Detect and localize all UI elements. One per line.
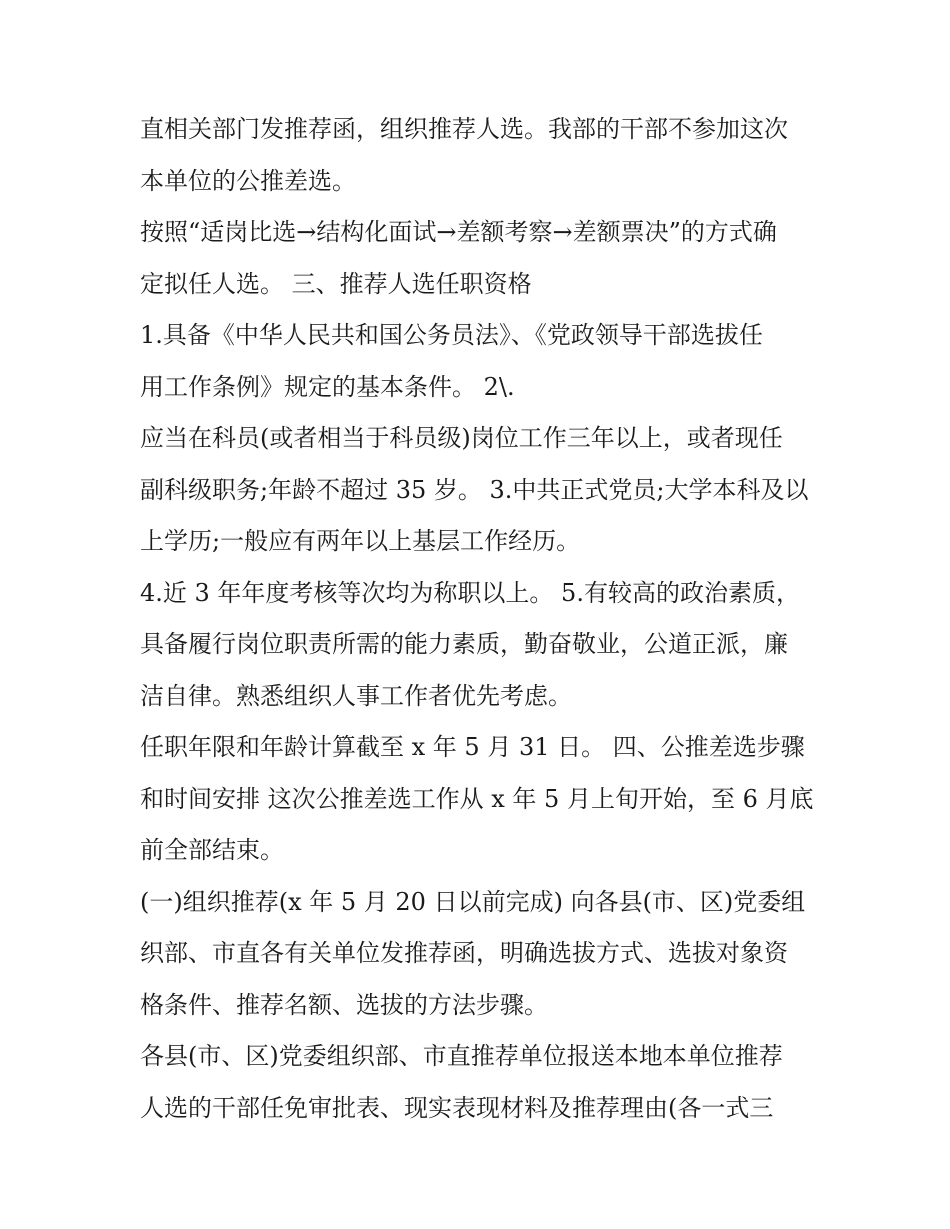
document-body	[140, 104, 820, 1134]
text-line: 上学历;一般应有两年以上基层工作经历。	[140, 527, 581, 555]
text-line: 前全部结束。	[140, 836, 284, 864]
text-line: 洁自律。熟悉组织人事工作者优先考虑。	[140, 681, 572, 710]
text-line: (一)组织推荐(x 年 5 月 20 日以前完成) 向各县(市、区)党委组	[140, 887, 806, 916]
text-line: 和时间安排 这次公推差选工作从 x 年 5 月上旬开始，至 6 月底	[140, 784, 814, 813]
text-line: 格条件、推荐名额、选拔的方法步骤。	[140, 990, 548, 1019]
text-line: 本单位的公推差选。	[140, 166, 356, 195]
text-line: 人选的干部任免审批表、现实表现材料及推荐理由(各一式三	[140, 1093, 774, 1122]
text-line: 织部、市直各有关单位发推荐函，明确选拔方式、选拔对象资	[140, 939, 788, 967]
text-line: 按照“适岗比选→结构化面试→差额考察→差额票决”的方式确	[140, 218, 777, 246]
text-line: 副科级职务;年龄不超过 35 岁。 3.中共正式党员;大学本科及以	[140, 475, 809, 504]
text-line: 具备履行岗位职责所需的能力素质，勤奋敬业，公道正派，廉	[140, 630, 788, 658]
text-line: 应当在科员(或者相当于科员级)岗位工作三年以上，或者现任	[140, 424, 783, 452]
text-line: 任职年限和年龄计算截至 x 年 5 月 31 日。 四、公推差选步骤	[140, 733, 805, 761]
text-line: 1.具备《中华人民共和国公务员法》、《党政领导干部选拔任	[140, 321, 763, 349]
text-line: 各县(市、区)党委组织部、市直推荐单位报送本地本单位推荐	[140, 1042, 783, 1070]
text-line: 直相关部门发推荐函，组织推荐人选。我部的干部不参加这次	[140, 115, 788, 143]
text-line: 用工作条例》规定的基本条件。 2\.	[140, 372, 515, 401]
text-line: 定拟任人选。 三、推荐人选任职资格	[140, 269, 532, 298]
text-line: 4.近 3 年年度考核等次均为称职以上。 5.有较高的政治素质，	[140, 578, 800, 607]
